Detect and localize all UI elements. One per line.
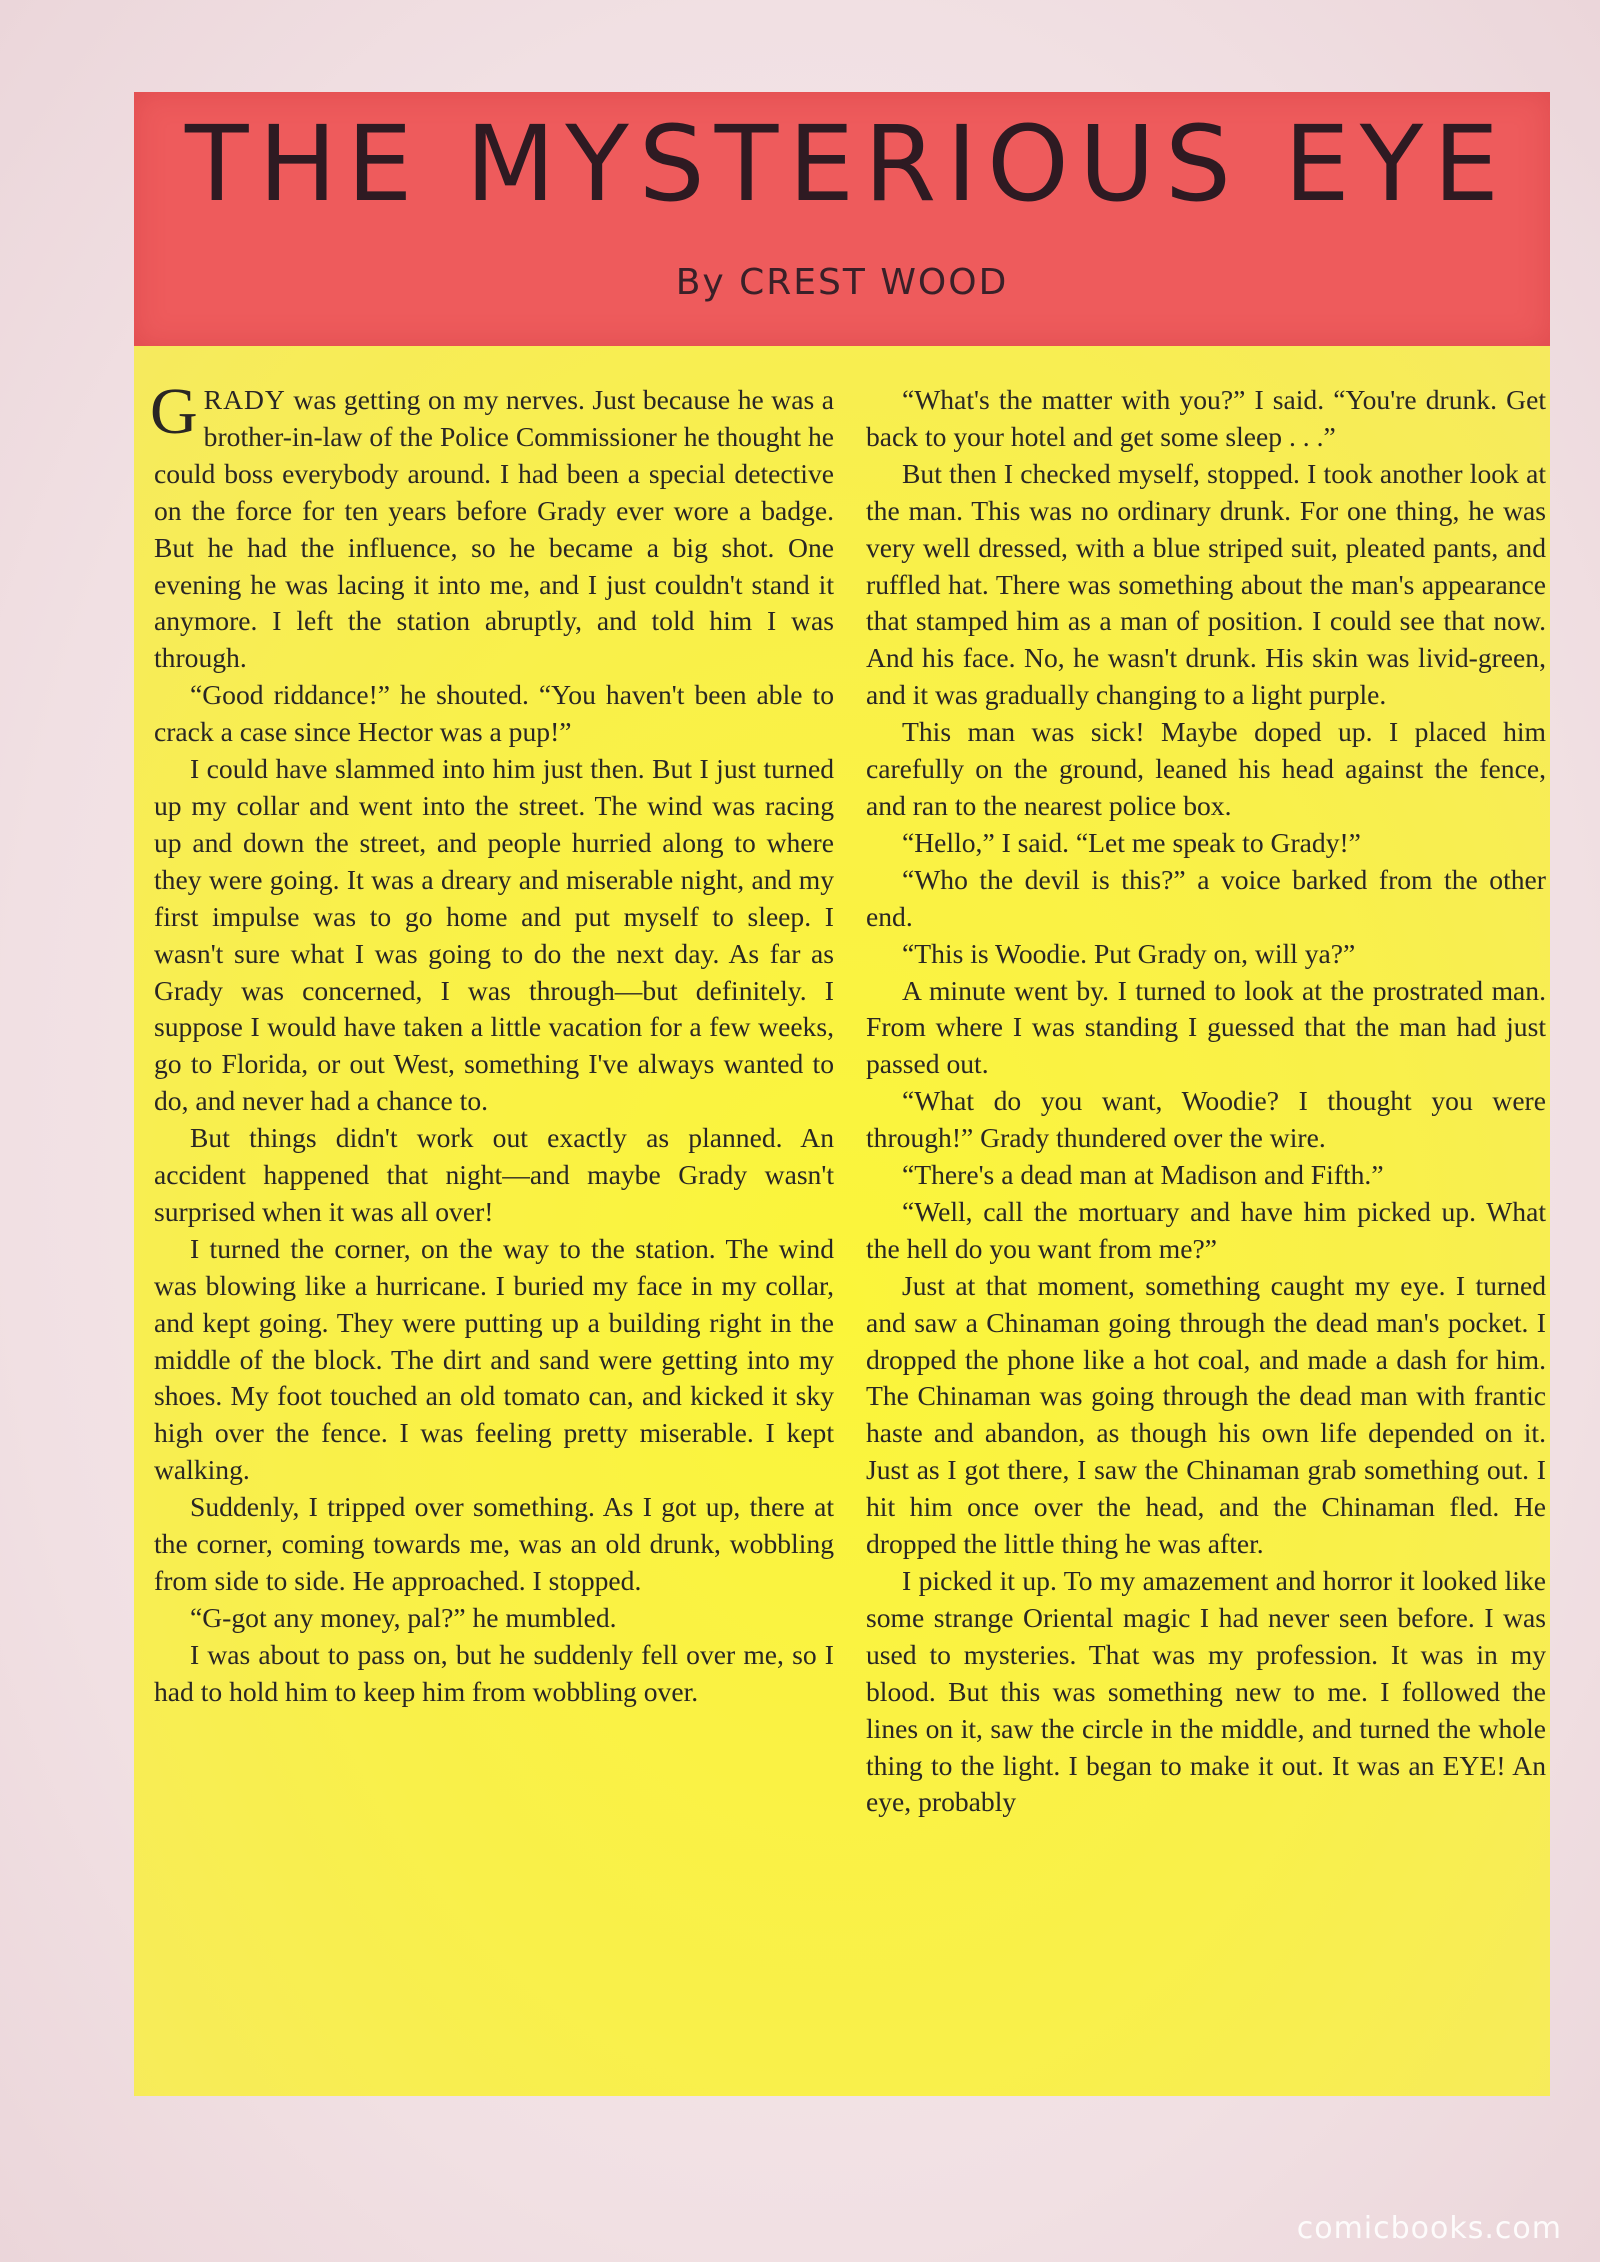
opening-small-caps: RADY xyxy=(203,384,286,415)
title-banner xyxy=(134,92,1550,346)
story-paragraph: I turned the corner, on the way to the station. The wind was blowing like a hurricane. I buried my face in my collar, and kept going. They were putting up a building right in the middle of the block. The dirt and sand were getting into my shoes. My foot touched an old tomato can, and kicked it sky high over the fence. I was feeling pretty miserable. I kept walking. xyxy=(154,1232,834,1486)
watermark: comicbooks.com xyxy=(1296,2211,1562,2246)
story-panel xyxy=(134,346,1550,2096)
story-paragraph: Just at that moment, something caught my eye. I turned and saw a Chinaman going through the dead man's pocket. I dropped the phone like a hot coal, and made a dash for him. The Chinaman was going through the dead man with frantic haste and abandon, as though his own life depended on it. Just as I got there, I saw the Chinaman grab something out. I hit him once over the head, and the Chinaman fled. He dropped the little thing he was after. xyxy=(866,1269,1546,1560)
story-paragraph: Suddenly, I tripped over something. As I got up, there at the corner, coming towards me, was an old drunk, wobbling from side to side. He approached. I stopped. xyxy=(154,1491,834,1596)
story-paragraph: “G-got any money, pal?” he mumbled. xyxy=(190,1601,617,1633)
story-paragraph: “What's the matter with you?” I said. “You're drunk. Get back to your hotel and get some sleep . . .” xyxy=(866,384,1546,452)
story-paragraph: But things didn't work out exactly as planned. An accident happened that night—and maybe Grady wasn't surprised when it was all over! xyxy=(154,1122,834,1227)
story-paragraph: I could have slammed into him just then. But I just turned up my collar and went into the street. The wind was racing up and down the street, and people hurried along to where they were going. It was a dreary and miserable night, and my first impulse was to go home and put myself to sleep. I wasn't sure what I was going to do the next day. As far as Grady was concerned, I was through—but definitely. I suppose I would have taken a little vacation for a few weeks, go to Florida, or out West, something I've always wanted to do, and never had a chance to. xyxy=(154,753,834,1117)
drop-cap: G xyxy=(150,375,198,448)
story-paragraph: “Well, call the mortuary and have him picked up. What the hell do you want from me?” xyxy=(866,1195,1546,1264)
story-paragraph: I picked it up. To my amazement and horror it looked like some strange Oriental magic I had never seen before. I was used to mysteries. That was my profession. It was in my blood. But this was something new to me. I followed the lines on it, saw the circle in the middle, and turned the whole thing to the light. I began to make it out. It was an EYE! An eye, probably xyxy=(866,1565,1546,1818)
story-paragraph: “Good riddance!” he shouted. “You haven't been able to crack a case since Hector was a pup!” xyxy=(154,679,834,748)
story-paragraph: But then I checked myself, stopped. I took another look at the man. This was no ordinary drunk. For one thing, he was very well dressed, with a blue striped suit, pleated pants, and ruffled hat. There was something about the man's appearance that stamped him as a man of position. I could see that now. And his face. No, he wasn't drunk. His skin was livid-green, and it was gradually changing to a light purple. xyxy=(866,457,1546,711)
opening-text: was getting on my nerves. Just because he was a brother-in-law of the Police Commissioner he thought he could boss everybody around. I had been a special detective on the force for ten years before Grady ever wore a badge. But he had the influence, so he became a big shot. One evening he was lacing it into me, and I just couldn't stand it anymore. I left the station abruptly, and told him I was through. xyxy=(154,384,834,674)
story-paragraph: This man was sick! Maybe doped up. I placed him carefully on the ground, leaned his head against the fence, and ran to the nearest police box. xyxy=(866,716,1546,821)
story-paragraph: A minute went by. I turned to look at the prostrated man. From where I was standing I guessed that the man had just passed out. xyxy=(866,974,1546,1080)
story-paragraph: “What do you want, Woodie? I thought you were through!” Grady thundered over the wire. xyxy=(866,1085,1546,1154)
byline: By CREST WOOD xyxy=(675,262,1009,303)
story-paragraph: “This is Woodie. Put Grady on, will ya?” xyxy=(902,937,1356,969)
story-paragraph: “Who the devil is this?” a voice barked from the other end. xyxy=(866,863,1546,932)
story-title: THE MYSTERIOUS EYE xyxy=(185,103,1509,225)
story-paragraph: “Hello,” I said. “Let me speak to Grady!” xyxy=(902,826,1361,858)
story-paragraph: I was about to pass on, but he suddenly fell over me, so I had to hold him to keep him from wobbling over. xyxy=(154,1638,834,1707)
story-paragraph: “There's a dead man at Madison and Fifth.” xyxy=(902,1159,1384,1191)
story-paragraph xyxy=(150,375,834,677)
story-column-left xyxy=(150,375,834,1711)
story-column-right xyxy=(866,382,1546,1821)
